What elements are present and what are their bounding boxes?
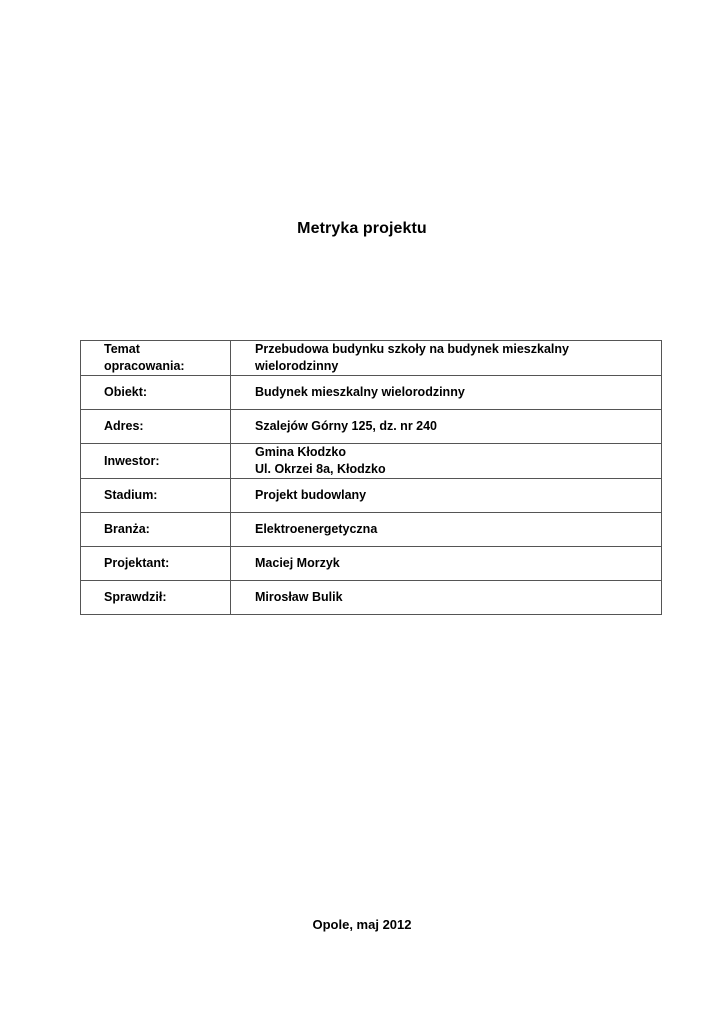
- row-value-line: Przebudowa budynku szkoły na budynek mieszkalny: [255, 342, 569, 356]
- row-label-line: Temat: [104, 342, 140, 356]
- row-label: Adres:: [81, 410, 231, 444]
- row-value: Maciej Morzyk: [231, 547, 662, 581]
- table-row-object: [81, 376, 662, 410]
- table-row-checker: [81, 581, 662, 615]
- row-label: Sprawdził:: [81, 581, 231, 615]
- row-label: Inwestor:: [81, 444, 231, 479]
- row-value: Projekt budowlany: [231, 479, 662, 513]
- row-value-line: wielorodzinny: [255, 359, 339, 373]
- table-row-designer: [81, 547, 662, 581]
- table-row-branch: [81, 513, 662, 547]
- row-value: Elektroenergetyczna: [231, 513, 662, 547]
- row-label-line: opracowania:: [104, 359, 185, 373]
- place-date-footer: Opole, maj 2012: [312, 917, 412, 932]
- table-row-address: [81, 410, 662, 444]
- row-value: Budynek mieszkalny wielorodzinny: [231, 376, 662, 410]
- table-row-topic: [81, 341, 662, 376]
- row-value: Szalejów Górny 125, dz. nr 240: [231, 410, 662, 444]
- row-label: Obiekt:: [81, 376, 231, 410]
- row-value: Mirosław Bulik: [231, 581, 662, 615]
- row-label: Projektant:: [81, 547, 231, 581]
- row-label: [81, 341, 231, 376]
- page-title: Metryka projektu: [297, 220, 427, 237]
- row-value-line: Gmina Kłodzko: [255, 445, 346, 459]
- row-label: Branża:: [81, 513, 231, 547]
- table-row-stage: [81, 479, 662, 513]
- row-value: [231, 444, 662, 479]
- row-value-line: Ul. Okrzei 8a, Kłodzko: [255, 462, 386, 476]
- project-metadata-table: [80, 340, 662, 615]
- table-row-investor: [81, 444, 662, 479]
- row-label: Stadium:: [81, 479, 231, 513]
- row-value: [231, 341, 662, 376]
